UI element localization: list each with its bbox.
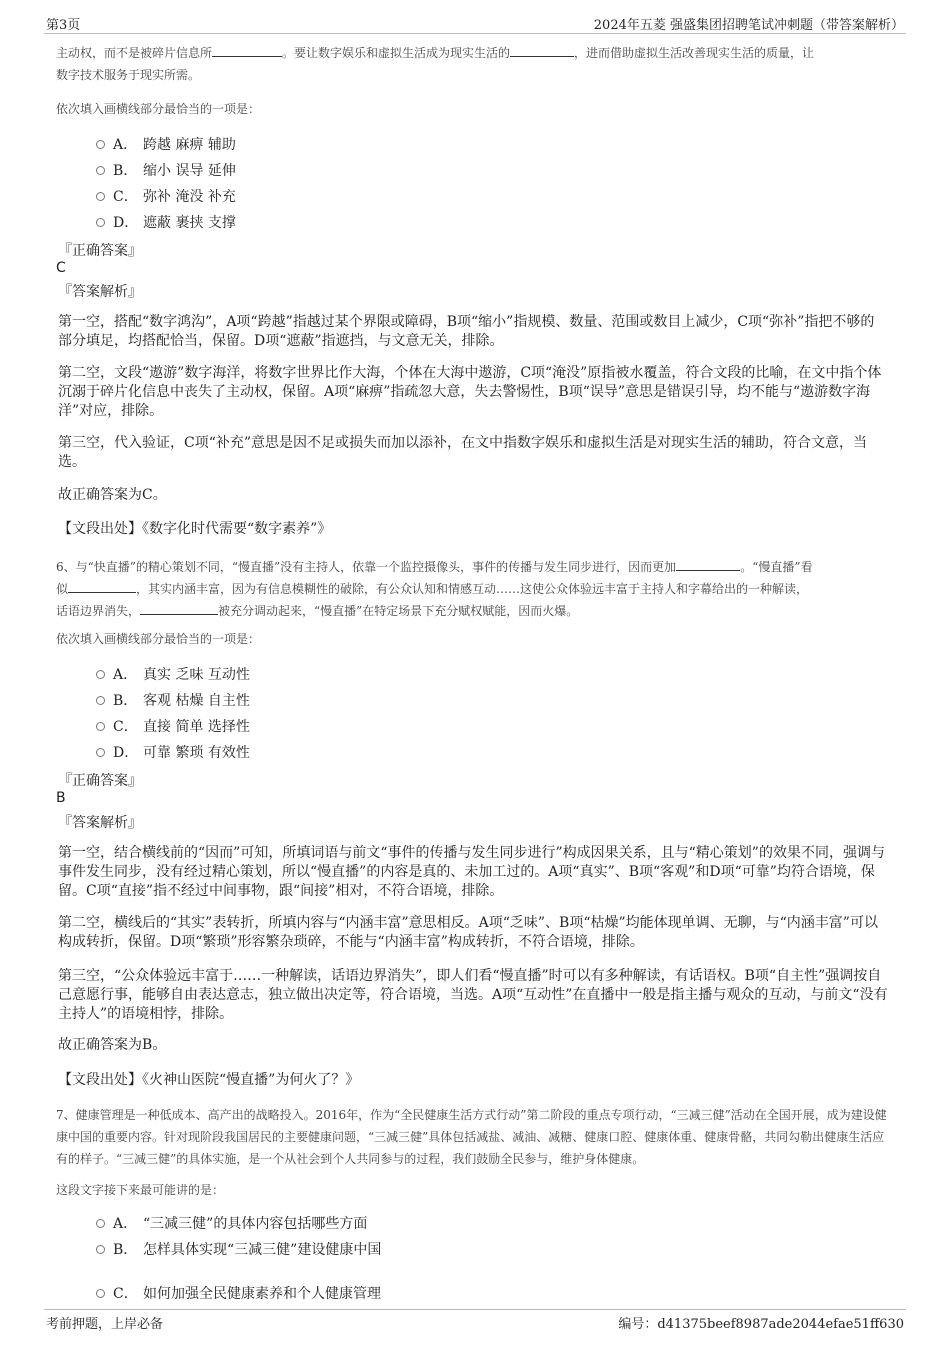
- option-text: 直接 简单 选择性: [143, 719, 250, 735]
- document-id: 编号：d41375beef8987ade2044efae51ff630: [618, 1317, 904, 1332]
- q6-option-b[interactable]: [96, 690, 250, 710]
- radio-button[interactable]: [96, 696, 105, 705]
- q5-prompt: 依次填入画横线部分最恰当的一项是：: [56, 102, 261, 116]
- q5-option-a[interactable]: [96, 134, 236, 154]
- option-text: 客观 枯燥 自主性: [143, 693, 250, 709]
- q6-option-c[interactable]: [96, 716, 250, 736]
- option-letter: A．: [113, 667, 138, 683]
- q5-option-c[interactable]: [96, 186, 236, 206]
- q7-passage: 7、健康管理是一种低成本、高产出的战略投入。2016年，作为“全民健康生活方式行动”第二阶段的重点专项行动，“三减三健”活动在全国开展，成为建设健康中国的重要内容。针对现阶段我国居民的主要健康问题，“三减三健”具体包括减盐、减油、减糖、健康口腔、健康体重、健康骨骼，共同勾勒出健康生活应有的样子。“三减三健”的具体实施，是一个从社会到个人共同参与的过程，我们鼓励全民参与，维护身体健康。: [56, 1108, 887, 1166]
- option-letter: B．: [113, 693, 138, 709]
- option-text: 缩小 误导 延伸: [143, 163, 236, 179]
- option-letter: C．: [113, 719, 138, 735]
- option-text: 如何加强全民健康素养和个人健康管理: [143, 1286, 381, 1302]
- q5-passage: [56, 42, 896, 86]
- option-text: 遮蔽 裹挟 支撑: [143, 215, 236, 231]
- radio-button[interactable]: [96, 140, 105, 149]
- q6-prompt: 依次填入画横线部分最恰当的一项是：: [56, 632, 261, 646]
- q6-passage-text: 话语边界消失，: [56, 604, 141, 618]
- blank-line: [140, 602, 218, 615]
- radio-button[interactable]: [96, 1245, 105, 1254]
- footer-slogan: 考前押题，上岸必备: [46, 1317, 164, 1332]
- option-text: “三减三健”的具体内容包括哪些方面: [143, 1216, 368, 1232]
- option-text: 跨越 麻痹 辅助: [143, 137, 236, 153]
- q6-conclusion: 故正确答案为B。: [58, 1037, 167, 1053]
- correct-answer-label: 『正确答案』: [58, 773, 142, 789]
- option-letter: A．: [113, 137, 138, 153]
- option-letter: D．: [113, 745, 139, 761]
- q6-passage-text: 似: [56, 582, 69, 596]
- correct-answer: B: [56, 790, 66, 806]
- q5-explanation-1: 第一空，搭配“数字鸿沟”，A项“跨越”指越过某个界限或障碍，B项“缩小”指规模、数量、范围或数目上减少，C项“弥补”指把不够的部分填足，均搭配恰当，保留。D项“遮蔽”指遮挡，与文意无关，排除。: [58, 314, 875, 349]
- option-text: 怎样具体实现“三减三健”建设健康中国: [143, 1242, 382, 1258]
- footer-divider: [44, 1309, 906, 1310]
- radio-button[interactable]: [96, 192, 105, 201]
- option-text: 真实 乏味 互动性: [143, 667, 250, 683]
- radio-button[interactable]: [96, 670, 105, 679]
- option-letter: A．: [113, 1216, 138, 1232]
- option-letter: B．: [113, 1242, 138, 1258]
- q7-option-c[interactable]: [96, 1283, 381, 1303]
- q6-explanation-1: 第一空，结合横线前的“因而”可知，所填词语与前文“事件的传播与发生同步进行”构成因果关系，且与“精心策划”的效果不同，强调与事件发生同步，没有经过精心策划，所以“慢直播”的内容是真的、未加工过的。A项“真实”、B项“客观”和D项“可靠”均符合语境，保留。C项“直接”指不经过中间事物，跟“间接”相对，不符合语境，排除。: [58, 845, 885, 899]
- q5-passage-text: 。要让数字娱乐和虚拟生活成为现实生活的: [282, 46, 511, 60]
- q6-option-a[interactable]: [96, 664, 250, 684]
- q6-option-d[interactable]: [96, 742, 250, 762]
- blank-line: [212, 44, 282, 57]
- option-letter: B．: [113, 163, 138, 179]
- q7-option-b[interactable]: [96, 1239, 381, 1259]
- correct-answer: C: [56, 260, 66, 276]
- q5-conclusion: 故正确答案为C。: [58, 487, 167, 503]
- analysis-label: 『答案解析』: [58, 815, 142, 831]
- blank-line: [676, 558, 740, 571]
- q5-passage-text: 数字技术服务于现实所需。: [56, 68, 201, 82]
- q5-passage-text: ，进而借助虚拟生活改善现实生活的质量，让: [574, 46, 815, 60]
- q5-source: 【文段出处】《数字化时代需要“数字素养”》: [58, 521, 332, 537]
- option-letter: C．: [113, 189, 138, 205]
- header-divider: [44, 33, 906, 34]
- q7-prompt: 这段文字接下来最可能讲的是：: [56, 1183, 225, 1197]
- q6-passage-text: ，其实内涵丰富，因为有信息模糊性的破除，有公众认知和情感互动……这使公众体验远丰富于主持人和字幕给出的一种解读，: [136, 582, 809, 596]
- q5-explanation-3: 第三空，代入验证，C项“补充”意思是因不足或损失而加以添补，在文中指数字娱乐和虚拟生活是对现实生活的辅助，符合文意，当选。: [58, 435, 868, 470]
- option-letter: C．: [113, 1286, 138, 1302]
- q6-passage-text: 6、与“快直播”的精心策划不同，“慢直播”没有主持人，依靠一个监控摄像头，事件的传播与发生同步进行，因而更加: [56, 560, 677, 574]
- radio-button[interactable]: [96, 1289, 105, 1298]
- option-letter: D．: [113, 215, 139, 231]
- q5-explanation-2: 第二空，文段“遨游”数字海洋，将数字世界比作大海，个体在大海中遨游，C项“淹没”原指被水覆盖，符合文段的比喻，在文中指个体沉溺于碎片化信息中丧失了主动权，保留。A项“麻痹”指疏忽大意，失去警惕性，B项“误导”意思是错误引导，均不能与“遨游数字海洋”对应，排除。: [58, 365, 882, 419]
- q6-source: 【文段出处】《火神山医院“慢直播”为何火了？》: [58, 1072, 360, 1088]
- analysis-label: 『答案解析』: [58, 284, 142, 300]
- q6-passage-text: 。“慢直播”看: [740, 560, 813, 574]
- radio-button[interactable]: [96, 748, 105, 757]
- radio-button[interactable]: [96, 1219, 105, 1228]
- q5-passage-text: 主动权，而不是被碎片信息所: [56, 46, 213, 60]
- q6-explanation-2: 第二空，横线后的“其实”表转折，所填内容与“内涵丰富”意思相反。A项“乏味”、B项“枯燥”均能体现单调、无聊，与“内涵丰富”可以构成转折，保留。D项“繁琐”形容繁杂琐碎，不能与“内涵丰富”构成转折，不符合语境，排除。: [58, 915, 878, 950]
- option-text: 可靠 繁琐 有效性: [143, 745, 250, 761]
- q5-option-b[interactable]: [96, 160, 236, 180]
- q6-passage: [56, 556, 896, 622]
- radio-button[interactable]: [96, 218, 105, 227]
- q6-explanation-3: 第三空，“公众体验远丰富于……一种解读，话语边界消失”，即人们看“慢直播”时可以有多种解读，有话语权。B项“自主性”强调按自己意愿行事，能够自由表达意志，独立做出决定等，符合语境，当选。A项“互动性”在直播中一般是指主播与观众的互动，与前文“没有主持人”的语境相悖，排除。: [58, 968, 888, 1022]
- radio-button[interactable]: [96, 166, 105, 175]
- radio-button[interactable]: [96, 722, 105, 731]
- q5-option-d[interactable]: [96, 212, 236, 232]
- blank-line: [68, 580, 136, 593]
- document-title: 2024年五菱 强盛集团招聘笔试冲刺题（带答案解析）: [593, 18, 904, 33]
- correct-answer-label: 『正确答案』: [58, 243, 142, 259]
- option-text: 弥补 淹没 补充: [143, 189, 236, 205]
- blank-line: [510, 44, 574, 57]
- page-number: 第3页: [46, 18, 81, 33]
- q7-option-a[interactable]: [96, 1213, 367, 1233]
- q6-passage-text: 被充分调动起来，“慢直播”在特定场景下充分赋权赋能，因而火爆。: [218, 604, 579, 618]
